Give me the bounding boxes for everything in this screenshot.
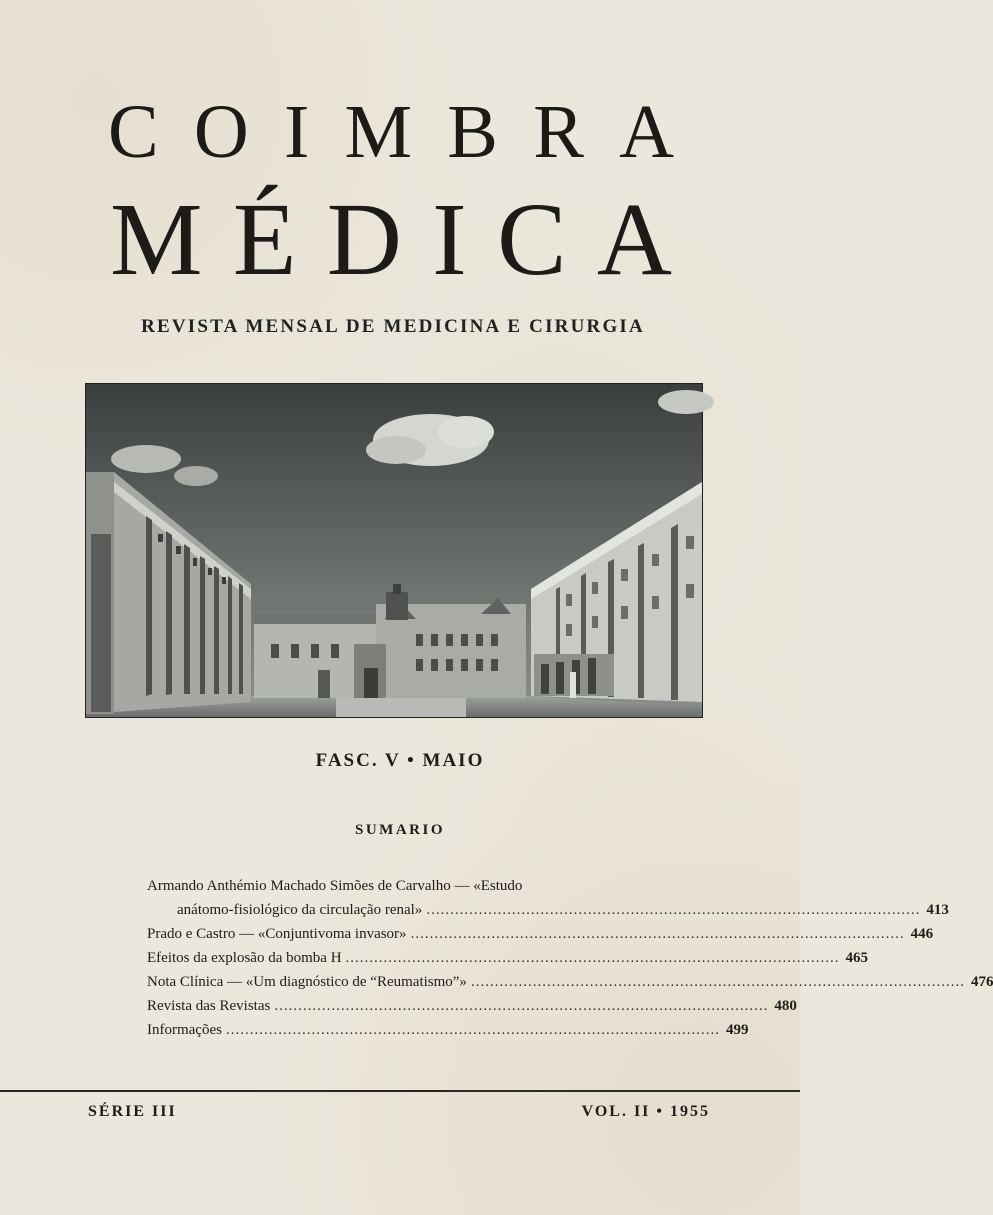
toc-entry-1-line-2: anátomo-fisiológico da circulação renal» — [177, 902, 423, 918]
toc-entry-5 — [147, 994, 797, 1018]
masthead-letter: M — [110, 182, 203, 297]
issue-label: FASC. V • MAIO — [315, 750, 485, 771]
leader-dots: ........................................................................................................ — [410, 926, 905, 942]
masthead-letter: A — [596, 182, 672, 297]
leader-dots: ........................................................................................................ — [274, 998, 769, 1014]
toc-entry-2 — [147, 922, 934, 946]
leader-dots: ........................................................................................................ — [426, 902, 921, 918]
toc-entry-text: Efeitos da explosão da bomba H — [147, 950, 342, 966]
series-label: SÉRIE III — [88, 1103, 177, 1120]
masthead-letter: D — [326, 182, 402, 297]
volume-year-label: VOL. II • 1955 — [581, 1103, 710, 1120]
masthead-subtitle: REVISTA MENSAL DE MEDICINA E CIRURGIA — [141, 316, 645, 337]
masthead-letter: O — [193, 90, 249, 174]
masthead-letter: C — [108, 90, 159, 174]
masthead-letter: C — [497, 182, 567, 297]
toc-page-number: 446 — [910, 926, 934, 942]
masthead-letter: M — [344, 90, 413, 174]
toc-entry-text: Revista das Revistas — [147, 998, 271, 1014]
leader-dots: ........................................................................................................ — [345, 950, 840, 966]
toc-entry-6 — [147, 1018, 749, 1042]
footer-divider — [0, 1090, 800, 1092]
summary-heading: SUMARIO — [354, 822, 445, 838]
masthead-line-2 — [110, 182, 672, 297]
toc-page-number: 499 — [725, 1022, 749, 1038]
masthead-letter: B — [447, 90, 498, 174]
toc-entry-1-line-1: Armando Anthémio Machado Simões de Carvalho — «Estudo — [147, 878, 523, 894]
masthead-line-1 — [108, 92, 674, 172]
masthead-letter: A — [619, 90, 674, 174]
masthead-letter: I — [284, 90, 310, 174]
masthead-letter: É — [232, 182, 297, 297]
toc-page-number: 480 — [774, 998, 797, 1014]
toc-page-number: 465 — [845, 950, 869, 966]
toc-entry-text: Prado e Castro — «Conjuntivoma invasor» — [147, 926, 407, 942]
toc-entry-4 — [147, 970, 993, 994]
cover-photograph-university-courtyard — [85, 383, 703, 718]
toc-entry-3 — [147, 946, 869, 970]
masthead-letter: R — [533, 90, 584, 174]
masthead-letter: I — [432, 182, 467, 297]
toc-entry-text: Informações — [147, 1022, 222, 1038]
leader-dots: ........................................................................................................ — [225, 1022, 720, 1038]
toc-page-number: 476 — [970, 974, 993, 990]
leader-dots: ........................................................................................................ — [470, 974, 965, 990]
toc-page-number: 413 — [926, 902, 949, 918]
courtyard-illustration — [86, 384, 702, 717]
toc-entry-1 — [147, 898, 949, 922]
toc-entry-text: Nota Clínica — «Um diagnóstico de “Reumatismo”» — [147, 974, 467, 990]
table-of-contents — [147, 874, 993, 1042]
